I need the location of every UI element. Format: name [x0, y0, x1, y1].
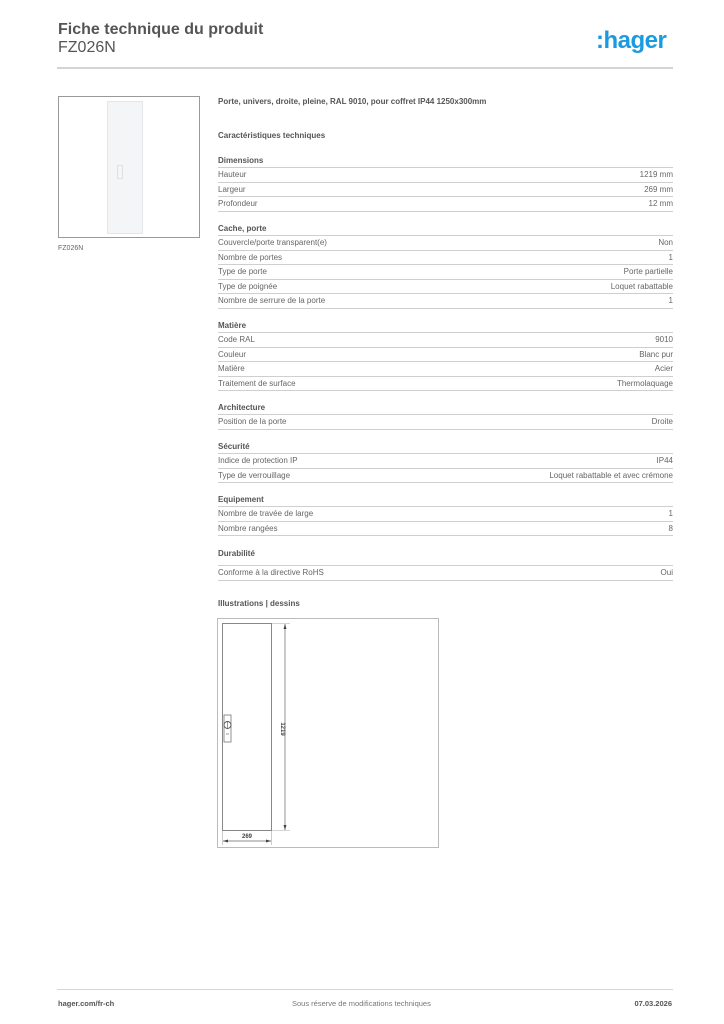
spec-row: [218, 348, 673, 363]
spec-row: [218, 362, 673, 377]
spec-label: Type de verrouillage: [218, 470, 291, 480]
section-equipement: [218, 494, 673, 536]
spec-row: [218, 454, 673, 469]
footer-divider: [57, 989, 673, 990]
door-drawing-icon: [218, 619, 440, 849]
spec-label: Type de poignée: [218, 281, 278, 291]
spec-row: [218, 236, 673, 251]
section-cache-porte: [218, 223, 673, 309]
footer-website[interactable]: hager.com/fr-ch: [58, 999, 115, 1008]
spec-row: [218, 197, 673, 212]
product-code: FZ026N: [58, 39, 116, 56]
section-architecture: [218, 402, 673, 430]
footer-date: 07.03.2026: [634, 999, 672, 1008]
spec-value: 1219 mm: [639, 170, 673, 179]
spec-label: Largeur: [218, 184, 246, 194]
spec-label: Nombre de portes: [218, 252, 283, 262]
spec-label: Position de la porte: [218, 417, 287, 426]
spec-label: Traitement de surface: [218, 378, 296, 388]
width-dimension: 269: [241, 834, 253, 840]
spec-value: IP44: [656, 456, 673, 465]
spec-row: [218, 333, 673, 348]
spec-row: [218, 507, 673, 522]
door-handle-image: [117, 165, 123, 179]
footer-notice: Sous réserve de modifications techniques: [292, 999, 431, 1008]
technical-drawing: [217, 618, 439, 848]
spec-label: Nombre de serrure de la porte: [218, 296, 326, 305]
section-dimensions: [218, 155, 673, 212]
header-divider: [57, 67, 673, 69]
spec-value: Droite: [651, 417, 673, 426]
section-matiere: [218, 320, 673, 391]
hager-logo: :hager: [596, 27, 667, 54]
spec-value: Thermolaquage: [616, 378, 673, 388]
section-title: Matière: [218, 320, 673, 333]
section-title: Durabilité: [218, 548, 673, 566]
spec-label: Nombre de travée de large: [218, 509, 314, 518]
product-description: Porte, univers, droite, pleine, RAL 9010, pour coffret IP44 1250x300mm: [218, 97, 487, 106]
page-title: Fiche technique du produit: [58, 21, 264, 38]
spec-row: [218, 566, 673, 581]
spec-row: [218, 265, 673, 280]
spec-row: [218, 168, 673, 183]
height-dimension: 1219: [279, 722, 285, 736]
spec-label: Couvercle/porte transparent(e): [218, 238, 327, 247]
section-title: Architecture: [218, 402, 673, 415]
spec-label: Code RAL: [218, 335, 255, 344]
tech-characteristics-title: Caractéristiques techniques: [218, 131, 326, 140]
spec-value: 12 mm: [648, 199, 673, 208]
spec-value: 1: [668, 252, 673, 262]
spec-value: 269 mm: [644, 184, 673, 194]
spec-value: Oui: [660, 568, 673, 577]
section-title: Equipement: [218, 494, 673, 507]
spec-label: Nombre rangées: [218, 523, 278, 533]
door-image: [107, 101, 143, 234]
spec-row: [218, 183, 673, 198]
spec-row: [218, 469, 673, 484]
spec-row: [218, 251, 673, 266]
spec-value: Loquet rabattable: [610, 281, 673, 291]
spec-row: [218, 280, 673, 295]
section-durabilite: [218, 548, 673, 581]
spec-label: Hauteur: [218, 170, 247, 179]
illustrations-title: Illustrations | dessins: [218, 599, 300, 608]
section-title: Dimensions: [218, 155, 673, 168]
spec-row: [218, 377, 673, 392]
spec-value: Blanc pur: [639, 349, 673, 359]
spec-value: Acier: [654, 364, 673, 373]
section-title: Cache, porte: [218, 223, 673, 236]
spec-label: Type de porte: [218, 267, 267, 276]
spec-value: 1: [668, 296, 673, 305]
spec-value: 9010: [655, 335, 673, 344]
spec-row: [218, 415, 673, 430]
spec-row: [218, 522, 673, 537]
spec-label: Matière: [218, 364, 245, 373]
spec-value: Porte partielle: [623, 267, 673, 276]
section-securite: [218, 441, 673, 483]
spec-value: 1: [668, 509, 673, 518]
spec-value: 8: [668, 523, 673, 533]
spec-value: Non: [658, 238, 673, 247]
spec-label: Conforme à la directive RoHS: [218, 568, 324, 577]
spec-label: Indice de protection IP: [218, 456, 298, 465]
thumbnail-caption: FZ026N: [58, 245, 84, 252]
spec-label: Profondeur: [218, 199, 258, 208]
spec-label: Couleur: [218, 349, 247, 359]
spec-value: Loquet rabattable et avec crémone: [549, 470, 673, 480]
section-title: Sécurité: [218, 441, 673, 454]
spec-row: [218, 294, 673, 309]
